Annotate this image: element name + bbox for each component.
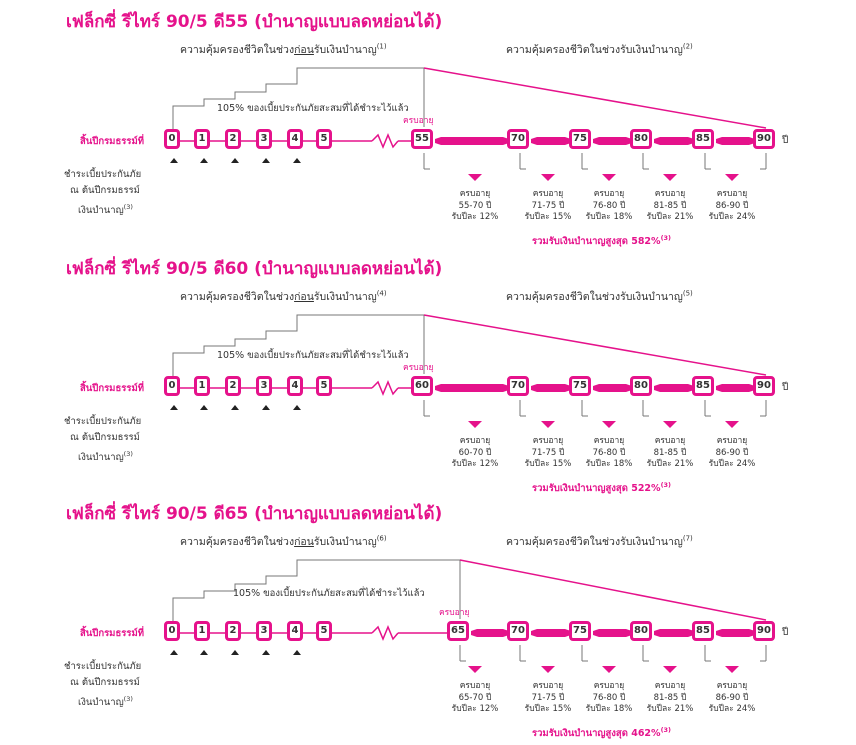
age-unit: ปี bbox=[782, 627, 789, 638]
premium-payment-marker bbox=[231, 158, 239, 163]
age-unit: ปี bbox=[782, 135, 789, 146]
payout-marker bbox=[541, 666, 555, 673]
payout-marker bbox=[468, 421, 482, 428]
total-annuity: รวมรับเงินบำนาญสูงสุด 522%$^{(3)}$ bbox=[532, 481, 672, 495]
policy-year-label: สิ้นปีกรมธรรม์ที่ bbox=[80, 136, 144, 147]
payout-info: ครบอายุ 81-85 ปี รับปีละ 21% bbox=[646, 681, 694, 714]
coverage-before-label: ความคุ้มครองชีวิตในช่วงก่อนรับเงินบำนาญ$^{(6)}$ bbox=[180, 534, 387, 548]
premium-payment-marker bbox=[262, 650, 270, 655]
policy-year-node: 5 bbox=[316, 376, 332, 396]
annuity-bar bbox=[593, 629, 632, 637]
age-node: 70 bbox=[507, 129, 529, 149]
premium-payment-marker bbox=[293, 405, 301, 410]
payout-marker bbox=[725, 666, 739, 673]
maturity-label: ครบอายุ bbox=[403, 116, 434, 126]
annuity-bar bbox=[593, 384, 632, 392]
policy-year-node: 2 bbox=[225, 376, 241, 396]
policy-year-node: 0 bbox=[164, 376, 180, 396]
annuity-bar bbox=[531, 137, 571, 145]
coverage-during-label: ความคุ้มครองชีวิตในช่วงรับเงินบำนาญ$^{(2)}$ bbox=[506, 42, 693, 56]
premium-timing-label: ณ ต้นปีกรมธรรม์ bbox=[70, 432, 140, 443]
annuity-label: เงินบำนาญ$^{(3)}$ bbox=[78, 695, 133, 709]
policy-year-node: 4 bbox=[287, 621, 303, 641]
payout-info: ครบอายุ 86-90 ปี รับปีละ 24% bbox=[708, 436, 756, 469]
age-node: 65 bbox=[447, 621, 469, 641]
payout-info: ครบอายุ 86-90 ปี รับปีละ 24% bbox=[708, 189, 756, 222]
age-node: 75 bbox=[569, 621, 591, 641]
payout-info: ครบอายุ 65-70 ปี รับปีละ 12% bbox=[451, 681, 499, 714]
payout-info: ครบอายุ 76-80 ปี รับปีละ 18% bbox=[585, 189, 633, 222]
payout-marker bbox=[725, 174, 739, 181]
age-node: 70 bbox=[507, 376, 529, 396]
coverage-decline-line bbox=[460, 560, 766, 620]
plan-title: เฟล็กซี่ รีไทร์ 90/5 ดี65 (บำนาญแบบลดหย่อนได้) bbox=[66, 504, 443, 524]
annuity-bar bbox=[716, 137, 755, 145]
premium-payment-marker bbox=[262, 158, 270, 163]
premium-payment-label: ชำระเบี้ยประกันภัย bbox=[64, 661, 142, 672]
payout-info: ครบอายุ 86-90 ปี รับปีละ 24% bbox=[708, 681, 756, 714]
policy-year-node: 0 bbox=[164, 621, 180, 641]
coverage-during-label: ความคุ้มครองชีวิตในช่วงรับเงินบำนาญ$^{(5)}$ bbox=[506, 289, 693, 303]
annuity-label: เงินบำนาญ$^{(3)}$ bbox=[78, 450, 133, 464]
age-node: 60 bbox=[411, 376, 433, 396]
premium-payment-marker bbox=[170, 650, 178, 655]
policy-year-node: 3 bbox=[256, 376, 272, 396]
premium-timing-label: ณ ต้นปีกรมธรรม์ bbox=[70, 185, 140, 196]
age-node: 90 bbox=[753, 376, 775, 396]
premium-payment-marker bbox=[200, 405, 208, 410]
premium-payment-marker bbox=[231, 405, 239, 410]
plan-section bbox=[0, 8, 856, 253]
payout-marker bbox=[541, 174, 555, 181]
payout-marker bbox=[541, 421, 555, 428]
age-node: 85 bbox=[692, 621, 714, 641]
age-node: 55 bbox=[411, 129, 433, 149]
annuity-bar bbox=[716, 629, 755, 637]
coverage-decline-line bbox=[424, 68, 766, 128]
plan-section bbox=[0, 255, 856, 500]
payout-info: ครบอายุ 76-80 ปี รับปีละ 18% bbox=[585, 436, 633, 469]
policy-year-node: 2 bbox=[225, 129, 241, 149]
annuity-bar bbox=[435, 137, 509, 145]
coverage-staircase bbox=[173, 315, 424, 378]
premium-payment-marker bbox=[170, 405, 178, 410]
coverage-before-label: ความคุ้มครองชีวิตในช่วงก่อนรับเงินบำนาญ$^{(1)}$ bbox=[180, 42, 387, 56]
premium-payment-label: ชำระเบี้ยประกันภัย bbox=[64, 169, 142, 180]
annuity-label: เงินบำนาญ$^{(3)}$ bbox=[78, 203, 133, 217]
payout-marker bbox=[663, 174, 677, 181]
age-node: 85 bbox=[692, 129, 714, 149]
maturity-label: ครบอายุ bbox=[439, 608, 470, 618]
premium-payment-marker bbox=[293, 158, 301, 163]
payout-marker bbox=[725, 421, 739, 428]
total-annuity: รวมรับเงินบำนาญสูงสุด 462%$^{(3)}$ bbox=[532, 726, 672, 740]
premium-payment-label: ชำระเบี้ยประกันภัย bbox=[64, 416, 142, 427]
policy-year-node: 2 bbox=[225, 621, 241, 641]
premium-payment-marker bbox=[262, 405, 270, 410]
premium-payment-marker bbox=[200, 158, 208, 163]
payout-marker bbox=[663, 666, 677, 673]
payout-marker bbox=[468, 174, 482, 181]
total-annuity: รวมรับเงินบำนาญสูงสุด 582%$^{(3)}$ bbox=[532, 234, 672, 248]
payout-marker bbox=[602, 421, 616, 428]
maturity-label: ครบอายุ bbox=[403, 363, 434, 373]
premium-payment-marker bbox=[293, 650, 301, 655]
payout-marker bbox=[602, 174, 616, 181]
annuity-bar bbox=[471, 629, 509, 637]
policy-year-node: 1 bbox=[194, 376, 210, 396]
premium-payment-marker bbox=[231, 650, 239, 655]
annuity-bar bbox=[531, 629, 571, 637]
policy-year-node: 1 bbox=[194, 621, 210, 641]
annuity-bar bbox=[435, 384, 509, 392]
payout-info: ครบอายุ 71-75 ปี รับปีละ 15% bbox=[524, 436, 572, 469]
premium-refund-label: 105% ของเบี้ยประกันภัยสะสมที่ได้ชำระไว้แล้ว bbox=[217, 350, 409, 361]
age-node: 90 bbox=[753, 621, 775, 641]
annuity-bar bbox=[654, 384, 694, 392]
coverage-staircase bbox=[173, 560, 460, 623]
policy-year-node: 4 bbox=[287, 129, 303, 149]
policy-year-label: สิ้นปีกรมธรรม์ที่ bbox=[80, 383, 144, 394]
break-zigzag bbox=[372, 627, 398, 639]
age-node: 80 bbox=[630, 376, 652, 396]
payout-info: ครบอายุ 71-75 ปี รับปีละ 15% bbox=[524, 681, 572, 714]
payout-info: ครบอายุ 60-70 ปี รับปีละ 12% bbox=[451, 436, 499, 469]
policy-year-node: 3 bbox=[256, 129, 272, 149]
annuity-bar bbox=[654, 137, 694, 145]
premium-refund-label: 105% ของเบี้ยประกันภัยสะสมที่ได้ชำระไว้แล้ว bbox=[217, 103, 409, 114]
annuity-bar bbox=[654, 629, 694, 637]
age-unit: ปี bbox=[782, 382, 789, 393]
payout-info: ครบอายุ 81-85 ปี รับปีละ 21% bbox=[646, 189, 694, 222]
policy-year-node: 5 bbox=[316, 129, 332, 149]
payout-marker bbox=[468, 666, 482, 673]
coverage-during-label: ความคุ้มครองชีวิตในช่วงรับเงินบำนาญ$^{(7)}$ bbox=[506, 534, 693, 548]
coverage-staircase bbox=[173, 68, 424, 131]
payout-info: ครบอายุ 55-70 ปี รับปีละ 12% bbox=[451, 189, 499, 222]
break-zigzag bbox=[372, 382, 398, 394]
premium-payment-marker bbox=[200, 650, 208, 655]
age-node: 80 bbox=[630, 621, 652, 641]
plan-section bbox=[0, 500, 856, 745]
annuity-bar bbox=[716, 384, 755, 392]
payout-marker bbox=[663, 421, 677, 428]
age-node: 75 bbox=[569, 376, 591, 396]
coverage-before-label: ความคุ้มครองชีวิตในช่วงก่อนรับเงินบำนาญ$^{(4)}$ bbox=[180, 289, 387, 303]
coverage-decline-line bbox=[424, 315, 766, 375]
policy-year-node: 5 bbox=[316, 621, 332, 641]
payout-info: ครบอายุ 76-80 ปี รับปีละ 18% bbox=[585, 681, 633, 714]
plan-title: เฟล็กซี่ รีไทร์ 90/5 ดี60 (บำนาญแบบลดหย่อนได้) bbox=[66, 259, 443, 279]
plan-title: เฟล็กซี่ รีไทร์ 90/5 ดี55 (บำนาญแบบลดหย่อนได้) bbox=[66, 12, 443, 32]
age-node: 90 bbox=[753, 129, 775, 149]
break-zigzag bbox=[372, 135, 398, 147]
age-node: 75 bbox=[569, 129, 591, 149]
payout-info: ครบอายุ 81-85 ปี รับปีละ 21% bbox=[646, 436, 694, 469]
premium-payment-marker bbox=[170, 158, 178, 163]
policy-year-label: สิ้นปีกรมธรรม์ที่ bbox=[80, 628, 144, 639]
policy-year-node: 4 bbox=[287, 376, 303, 396]
payout-marker bbox=[602, 666, 616, 673]
policy-year-node: 1 bbox=[194, 129, 210, 149]
annuity-bar bbox=[593, 137, 632, 145]
policy-year-node: 0 bbox=[164, 129, 180, 149]
payout-info: ครบอายุ 71-75 ปี รับปีละ 15% bbox=[524, 189, 572, 222]
premium-timing-label: ณ ต้นปีกรมธรรม์ bbox=[70, 677, 140, 688]
policy-year-node: 3 bbox=[256, 621, 272, 641]
age-node: 80 bbox=[630, 129, 652, 149]
age-node: 85 bbox=[692, 376, 714, 396]
annuity-bar bbox=[531, 384, 571, 392]
age-node: 70 bbox=[507, 621, 529, 641]
premium-refund-label: 105% ของเบี้ยประกันภัยสะสมที่ได้ชำระไว้แล้ว bbox=[233, 588, 425, 599]
